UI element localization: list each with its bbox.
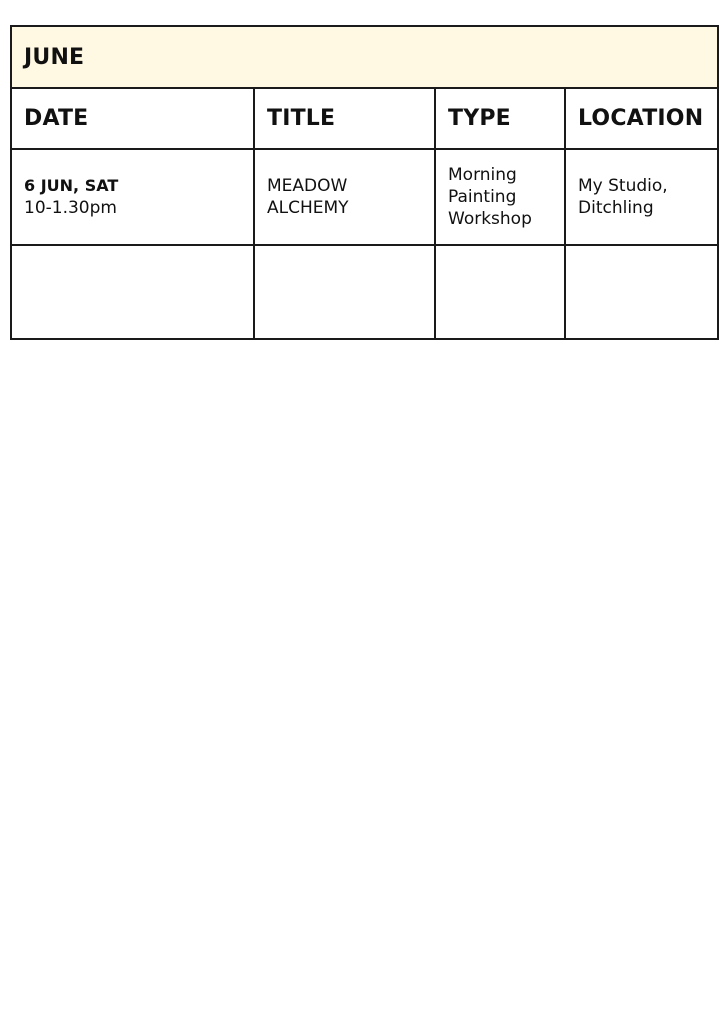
event-type-line: Morning <box>448 165 517 185</box>
event-type-cell <box>435 149 565 245</box>
event-type-line: Painting <box>448 187 517 207</box>
date-column-header: DATE <box>11 88 254 149</box>
event-type-line: Workshop <box>448 209 532 229</box>
event-location-cell <box>565 149 718 245</box>
column-header-row <box>11 88 718 149</box>
type-column-header: TYPE <box>435 88 565 149</box>
empty-cell <box>435 245 565 339</box>
empty-cell <box>565 245 718 339</box>
event-title-line: MEADOW <box>267 176 348 196</box>
empty-cell <box>254 245 435 339</box>
empty-row <box>11 245 718 339</box>
event-date: 6 JUN, SAT <box>24 176 119 195</box>
title-column-header: TITLE <box>254 88 435 149</box>
empty-cell <box>11 245 254 339</box>
event-location-line: My Studio, <box>578 176 668 196</box>
event-location-line: Ditchling <box>578 198 654 218</box>
event-time: 10-1.30pm <box>24 198 117 218</box>
events-schedule-table <box>10 25 719 340</box>
month-heading: JUNE <box>11 26 718 88</box>
month-row <box>11 26 718 88</box>
event-date-cell <box>11 149 254 245</box>
event-row <box>11 149 718 245</box>
location-column-header: LOCATION <box>565 88 718 149</box>
event-title-line: ALCHEMY <box>267 198 349 218</box>
event-title-cell <box>254 149 435 245</box>
